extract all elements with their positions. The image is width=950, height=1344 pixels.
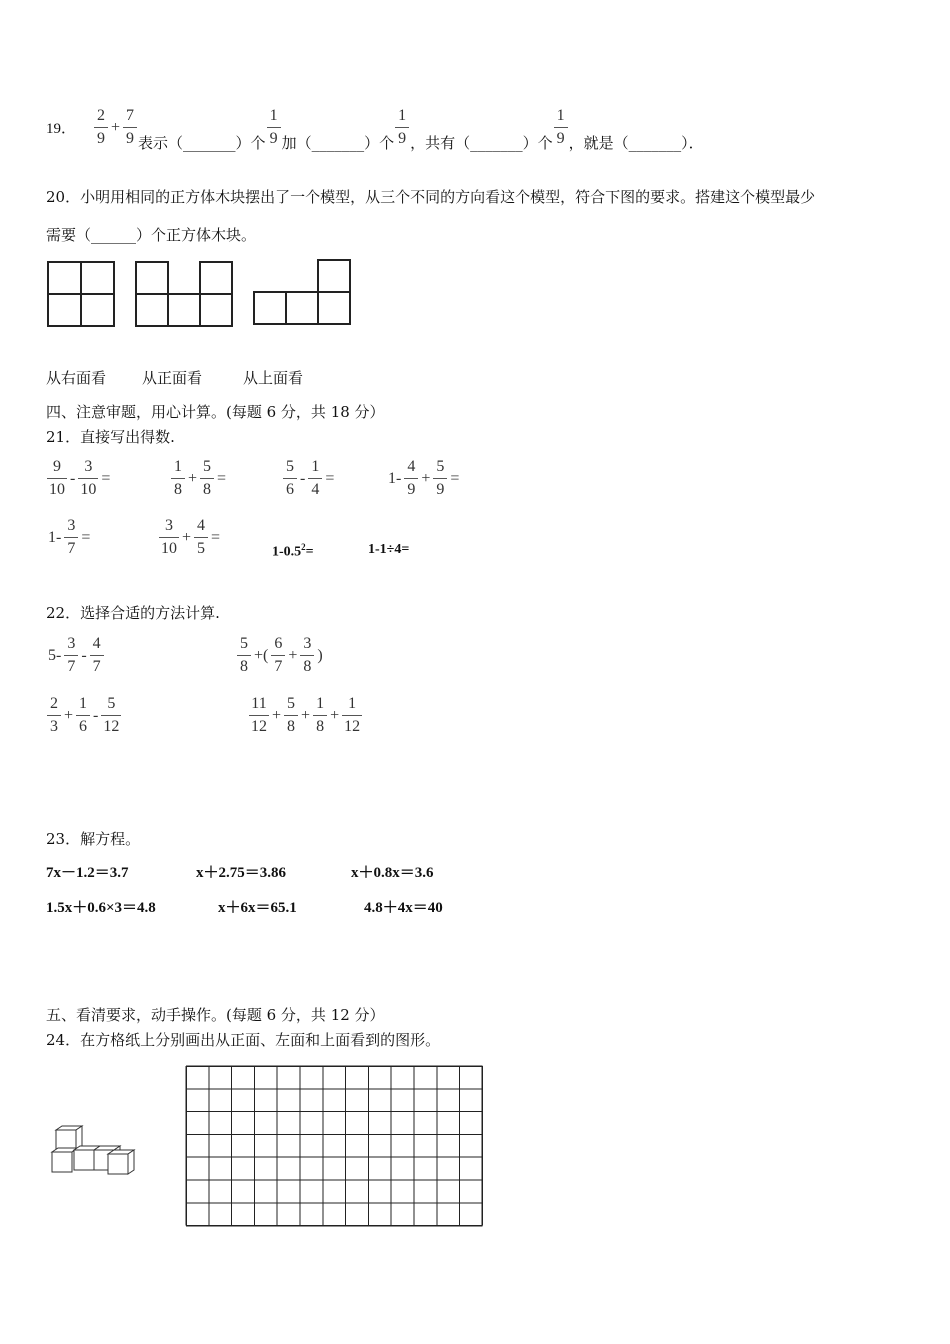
denominator: 3 bbox=[50, 718, 58, 735]
q24-cubes-figure bbox=[48, 1124, 148, 1184]
equals-sign: = bbox=[211, 528, 221, 546]
equals-sign: = bbox=[81, 528, 91, 546]
one-minus: 1- bbox=[48, 528, 62, 546]
q21-expr-4 bbox=[386, 459, 461, 498]
numerator: 9 bbox=[53, 458, 61, 475]
numerator: 5 bbox=[286, 458, 294, 475]
numerator: 1 bbox=[316, 695, 325, 712]
plus-sign: + bbox=[272, 706, 282, 724]
q23-equation-5: x＋6x＝65.1 bbox=[218, 900, 297, 916]
q19-frac-1-9-a bbox=[267, 108, 281, 147]
section-5-title: 五、看清要求，动手操作。(每题 6 分，共 12 分） bbox=[46, 1006, 385, 1024]
denominator: 9 bbox=[126, 130, 135, 147]
q23-equation-2: x＋2.75＝3.86 bbox=[196, 865, 287, 881]
q19-number: 19． bbox=[46, 121, 77, 137]
denominator: 12 bbox=[344, 718, 361, 735]
frac bbox=[159, 518, 179, 557]
cube-2-front bbox=[74, 1150, 94, 1170]
numerator: 5 bbox=[436, 458, 445, 475]
minus-sign: - bbox=[300, 469, 306, 487]
q23-equation-6: 4.8＋4x＝40 bbox=[364, 900, 443, 916]
numerator: 2 bbox=[50, 695, 58, 712]
frac bbox=[64, 518, 78, 557]
frac bbox=[194, 518, 208, 557]
numerator: 3 bbox=[303, 635, 312, 652]
denominator: 8 bbox=[303, 658, 312, 675]
numerator: 1 bbox=[348, 695, 357, 712]
q24-grid-paper[interactable] bbox=[184, 1064, 484, 1228]
numerator: 5 bbox=[287, 695, 296, 712]
denominator: 9 bbox=[407, 481, 416, 498]
q21-expr-3 bbox=[282, 459, 336, 498]
plus-sign: + bbox=[64, 706, 74, 724]
plus-sign: + bbox=[421, 469, 431, 487]
frac bbox=[313, 696, 327, 735]
right-view-squares bbox=[48, 262, 114, 326]
numerator: 7 bbox=[126, 107, 135, 124]
denominator: 9 bbox=[97, 130, 106, 147]
denominator: 5 bbox=[197, 540, 206, 557]
denominator: 9 bbox=[269, 130, 278, 147]
q24-title: 24．在方格纸上分别画出从正面、左面和上面看到的图形。 bbox=[46, 1031, 441, 1049]
equals-sign: = bbox=[217, 469, 227, 487]
equals-sign: = bbox=[325, 469, 335, 487]
q19-frac-2-9 bbox=[94, 108, 108, 147]
plus-sign: + bbox=[182, 528, 192, 546]
denominator: 9 bbox=[556, 130, 565, 147]
frac bbox=[200, 459, 214, 498]
frac bbox=[64, 636, 78, 675]
q22-expr-2 bbox=[236, 636, 325, 675]
q19-text-1: 表示（_______）个 bbox=[138, 134, 266, 152]
numerator: 5 bbox=[240, 635, 248, 652]
plus-sign: + bbox=[188, 469, 198, 487]
cube-4-front bbox=[108, 1154, 128, 1174]
cube-top-front bbox=[56, 1130, 76, 1150]
numerator: 5 bbox=[203, 458, 212, 475]
q21-expr-2 bbox=[170, 459, 228, 498]
q21-title: 21．直接写出得数. bbox=[46, 428, 175, 446]
q20-caption-front: 从正面看 bbox=[142, 369, 203, 387]
q21-expr-7 bbox=[272, 542, 314, 561]
numerator: 1 bbox=[79, 695, 88, 712]
denominator: 7 bbox=[92, 658, 101, 675]
denominator: 9 bbox=[398, 130, 407, 147]
numerator: 1 bbox=[311, 458, 320, 475]
one-minus: 1- bbox=[388, 469, 402, 487]
numerator: 4 bbox=[92, 635, 101, 652]
q19-frac-1-9-b bbox=[395, 108, 409, 147]
numerator: 4 bbox=[197, 517, 206, 534]
q19-frac-1-9-c bbox=[554, 108, 568, 147]
denominator: 8 bbox=[287, 718, 296, 735]
numerator: 1 bbox=[174, 458, 182, 475]
q19-text-4: ，就是（_______）． bbox=[568, 134, 704, 152]
denominator: 8 bbox=[316, 718, 325, 735]
frac bbox=[300, 636, 314, 675]
q21-expr-8: 1-1÷4= bbox=[368, 542, 410, 557]
plus-sign: + bbox=[301, 706, 311, 724]
q22-expr-1 bbox=[46, 636, 105, 675]
q20-views-figure bbox=[44, 256, 364, 336]
numerator: 1 bbox=[556, 107, 565, 124]
power-exponent: 2 bbox=[301, 542, 306, 552]
equals-sign: = bbox=[450, 469, 460, 487]
numerator: 3 bbox=[67, 517, 76, 534]
power-base: 1-0.5 bbox=[272, 544, 302, 560]
q23-equation-4: 1.5x＋0.6×3＝4.8 bbox=[46, 900, 156, 916]
q21-expr-1 bbox=[46, 459, 112, 498]
frac bbox=[76, 696, 90, 735]
denominator: 8 bbox=[174, 481, 182, 498]
q22-expr-3 bbox=[46, 696, 122, 735]
denominator: 10 bbox=[161, 540, 177, 557]
section-4-title: 四、注意审题，用心计算。(每题 6 分，共 18 分） bbox=[46, 403, 385, 421]
q23-title: 23．解方程。 bbox=[46, 830, 141, 848]
numerator: 1 bbox=[269, 107, 278, 124]
denominator: 9 bbox=[436, 481, 445, 498]
q20-caption-top: 从上面看 bbox=[243, 369, 304, 387]
frac bbox=[308, 459, 322, 498]
denominator: 7 bbox=[67, 658, 76, 675]
frac bbox=[249, 696, 269, 735]
plus-sign: + bbox=[288, 646, 298, 664]
numerator: 2 bbox=[97, 107, 106, 124]
q19-text-3: ，共有（_______）个 bbox=[410, 134, 553, 152]
frac bbox=[237, 636, 251, 675]
numerator: 4 bbox=[407, 458, 416, 475]
denominator: 6 bbox=[286, 481, 294, 498]
close-paren: ) bbox=[317, 646, 323, 664]
plus-sign: + bbox=[330, 706, 340, 724]
q22-expr-4 bbox=[248, 696, 363, 735]
denominator: 10 bbox=[80, 481, 97, 498]
plus-sign: + bbox=[111, 118, 121, 136]
q23-equation-1: 7x－1.2＝3.7 bbox=[46, 865, 129, 881]
q19-frac-7-9 bbox=[123, 108, 137, 147]
denominator: 12 bbox=[103, 718, 120, 735]
numerator: 3 bbox=[84, 458, 93, 475]
plus-open-paren: +( bbox=[254, 646, 269, 664]
numerator: 6 bbox=[274, 635, 283, 652]
minus-sign: - bbox=[81, 646, 87, 664]
front-view-squares bbox=[136, 262, 232, 326]
q21-expr-5 bbox=[46, 518, 92, 557]
denominator: 10 bbox=[49, 481, 65, 498]
q19-line bbox=[46, 102, 704, 153]
q22-title: 22．选择合适的方法计算. bbox=[46, 604, 220, 622]
frac bbox=[342, 696, 362, 735]
frac bbox=[271, 636, 285, 675]
q19-text-2: 加（_______）个 bbox=[281, 134, 395, 152]
numerator: 1 bbox=[398, 107, 407, 124]
q20-line-2: 需要（______）个正方体木块。 bbox=[46, 226, 257, 244]
frac bbox=[404, 459, 418, 498]
frac bbox=[171, 459, 185, 498]
q20-caption-right: 从右面看 bbox=[46, 369, 107, 387]
denominator: 7 bbox=[67, 540, 76, 557]
cube-1-front bbox=[52, 1152, 72, 1172]
q23-equation-3: x＋0.8x＝3.6 bbox=[351, 865, 434, 881]
equals-sign: = bbox=[101, 469, 111, 487]
numerator: 5 bbox=[107, 695, 116, 712]
minus-sign: - bbox=[93, 706, 99, 724]
numerator: 11 bbox=[251, 695, 267, 712]
frac bbox=[90, 636, 104, 675]
denominator: 7 bbox=[274, 658, 283, 675]
frac bbox=[283, 459, 297, 498]
frac bbox=[78, 459, 98, 498]
frac bbox=[101, 696, 121, 735]
frac bbox=[47, 696, 61, 735]
cube-4-side bbox=[128, 1150, 134, 1174]
denominator: 8 bbox=[203, 481, 212, 498]
five-minus: 5- bbox=[48, 646, 62, 664]
frac bbox=[433, 459, 447, 498]
top-view-squares bbox=[254, 260, 350, 324]
denominator: 6 bbox=[79, 718, 88, 735]
denominator: 8 bbox=[240, 658, 248, 675]
numerator: 3 bbox=[67, 635, 76, 652]
denominator: 12 bbox=[251, 718, 267, 735]
minus-sign: - bbox=[70, 469, 76, 487]
denominator: 4 bbox=[311, 481, 320, 498]
frac bbox=[284, 696, 298, 735]
equals-sign: = bbox=[305, 544, 314, 560]
numerator: 3 bbox=[165, 517, 173, 534]
q20-line-1: 20．小明用相同的正方体木块摆出了一个模型，从三个不同的方向看这个模型，符合下图的要求。搭建这个模型最少 bbox=[46, 188, 816, 206]
q21-expr-6 bbox=[158, 518, 222, 557]
frac bbox=[47, 459, 67, 498]
